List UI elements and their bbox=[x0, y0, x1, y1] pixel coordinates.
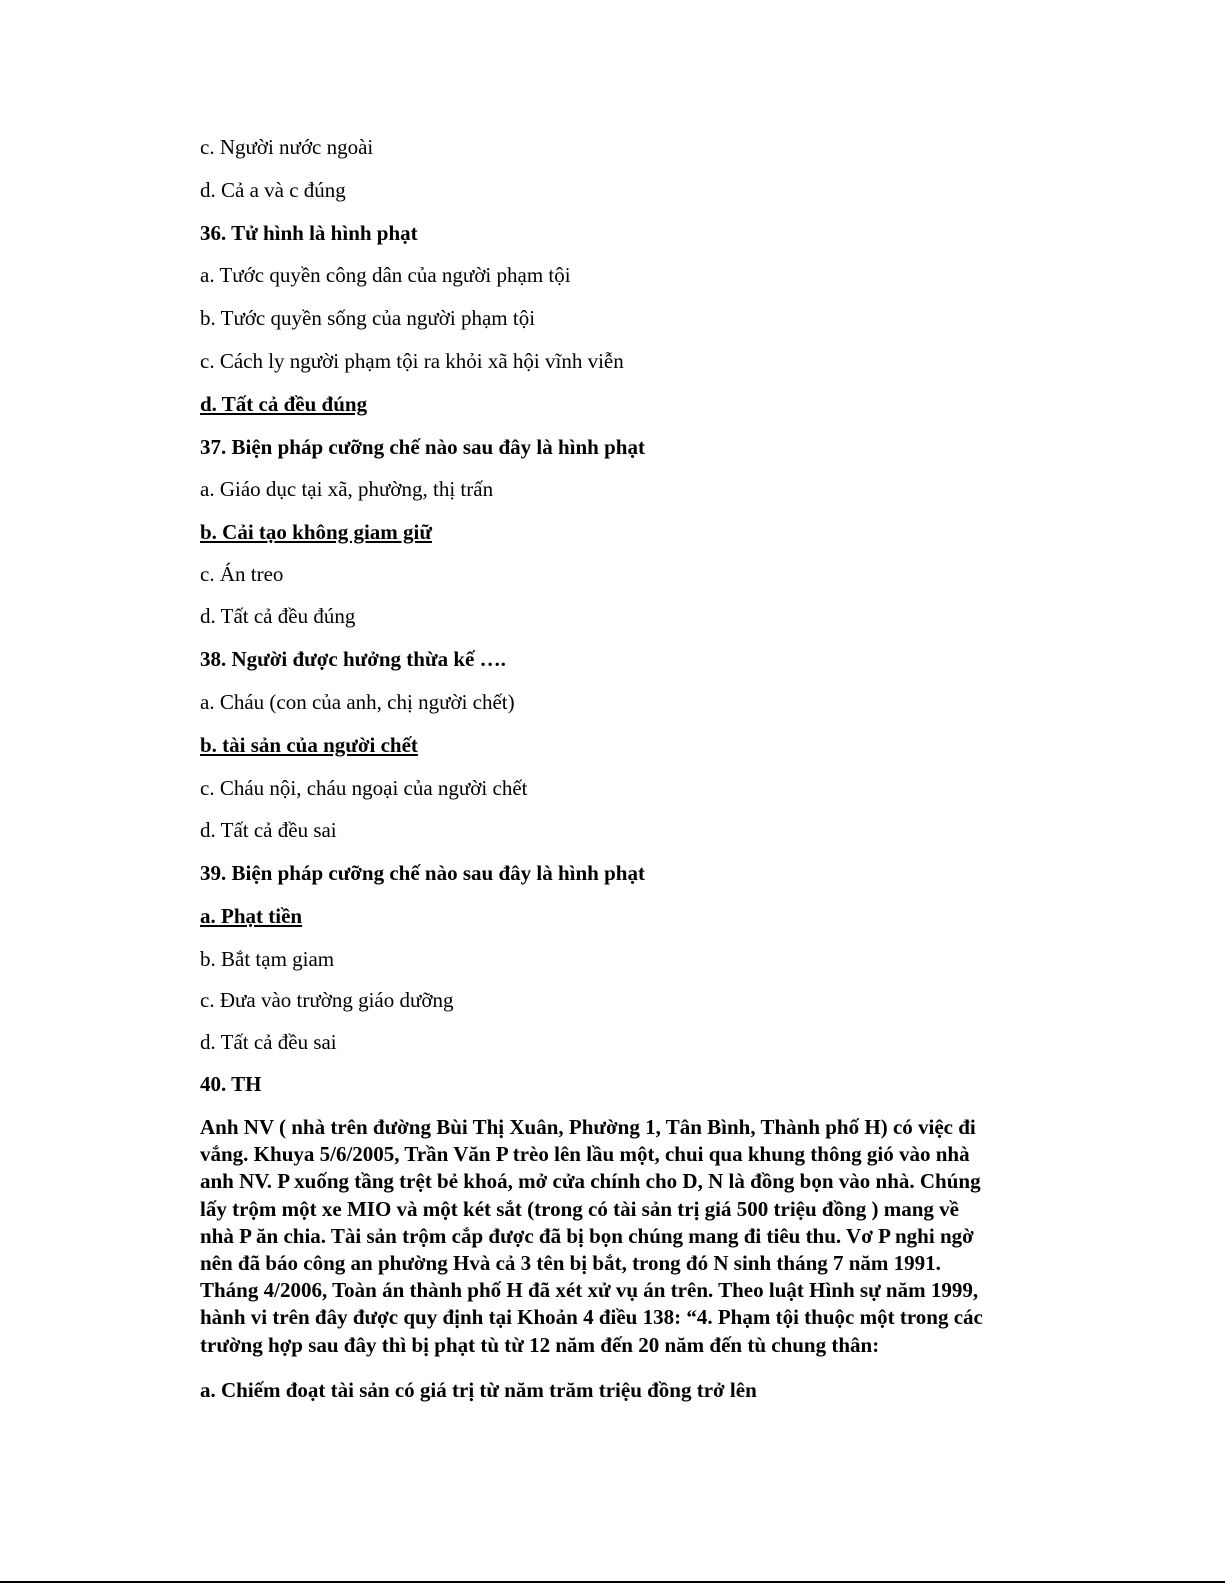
option-36b: b. Tước quyền sống của người phạm tội bbox=[200, 306, 536, 330]
option-39a bbox=[200, 904, 302, 928]
option-37b bbox=[200, 520, 432, 544]
option-36c: c. Cách ly người phạm tội ra khỏi xã hội vĩnh viễn bbox=[200, 349, 624, 373]
option-37c: c. Án treo bbox=[200, 562, 284, 586]
option-38b bbox=[200, 733, 418, 757]
case-line: trường hợp sau đây thì bị phạt tù từ 12 năm đến 20 năm đến tù chung thân: bbox=[200, 1332, 880, 1357]
option-37a: a. Giáo dục tại xã, phường, thị trấn bbox=[200, 477, 494, 501]
answer-marked: d. Tất cả đều đúng bbox=[200, 392, 368, 416]
answer-marked: b. Cải tạo không giam giữ bbox=[200, 520, 432, 544]
option-37d: d. Tất cả đều đúng bbox=[200, 604, 356, 628]
case-line: hành vi trên đây được quy định tại Khoản 4 điều 138: “4. Phạm tội thuộc một trong các bbox=[200, 1305, 983, 1330]
case-line: nhà P ăn chia. Tài sản trộm cắp được đã bị bọn chúng mang đi tiêu thu. Vơ P nghi ngờ bbox=[200, 1223, 974, 1248]
answer-marked: c. Người nước ngoài bbox=[200, 135, 374, 159]
option-36a: a. Tước quyền công dân của người phạm tội bbox=[200, 263, 571, 287]
case-line: Anh NV ( nhà trên đường Bùi Thị Xuân, Phường 1, Tân Bình, Thành phố H) có việc đi bbox=[200, 1115, 976, 1139]
question-38: 38. Người được hưởng thừa kế …. bbox=[200, 647, 506, 671]
option-40a: a. Chiếm đoạt tài sản có giá trị từ năm trăm triệu đồng trở lên bbox=[200, 1378, 757, 1402]
option-35c bbox=[200, 135, 373, 159]
case-line: vắng. Khuya 5/6/2005, Trần Văn P trèo lên lầu một, chui qua khung thông gió vào nhà bbox=[200, 1142, 970, 1167]
case-line: lấy trộm một xe MIO và một két sắt (trong có tài sản trị giá 500 triệu đồng ) mang về bbox=[200, 1196, 960, 1221]
question-39: 39. Biện pháp cưỡng chế nào sau đây là hình phạt bbox=[200, 861, 645, 885]
option-39d: d. Tất cả đều sai bbox=[200, 1030, 337, 1054]
case-line: anh NV. P xuống tầng trệt bẻ khoá, mở cửa chính cho D, N là đồng bọn vào nhà. Chúng bbox=[200, 1169, 981, 1194]
answer-marked: b. tài sản của người chết bbox=[200, 733, 418, 757]
option-38d: d. Tất cả đều sai bbox=[200, 818, 337, 842]
option-39b: b. Bắt tạm giam bbox=[200, 947, 335, 971]
case-line: Tháng 4/2006, Toàn án thành phố H đã xét xử vụ án trên. Theo luật Hình sự năm 1999, bbox=[200, 1278, 979, 1303]
question-36: 36. Tử hình là hình phạt bbox=[200, 221, 418, 245]
option-38c: c. Cháu nội, cháu ngoại của người chết bbox=[200, 776, 528, 800]
case-line: nên đã báo công an phường Hvà cả 3 tên bị bắt, trong đó N sinh tháng 7 năm 1991. bbox=[200, 1251, 941, 1276]
option-36d bbox=[200, 392, 367, 416]
option-35d: d. Cả a và c đúng bbox=[200, 178, 346, 202]
option-39c: c. Đưa vào trường giáo dưỡng bbox=[200, 988, 454, 1012]
question-40: 40. TH bbox=[200, 1072, 262, 1096]
question-37: 37. Biện pháp cưỡng chế nào sau đây là hình phạt bbox=[200, 435, 645, 459]
answer-marked: a. Phạt tiền bbox=[200, 904, 303, 928]
page-bottom-divider bbox=[0, 1581, 1225, 1583]
case-paragraph bbox=[200, 1114, 1050, 1359]
option-38a: a. Cháu (con của anh, chị người chết) bbox=[200, 690, 515, 714]
